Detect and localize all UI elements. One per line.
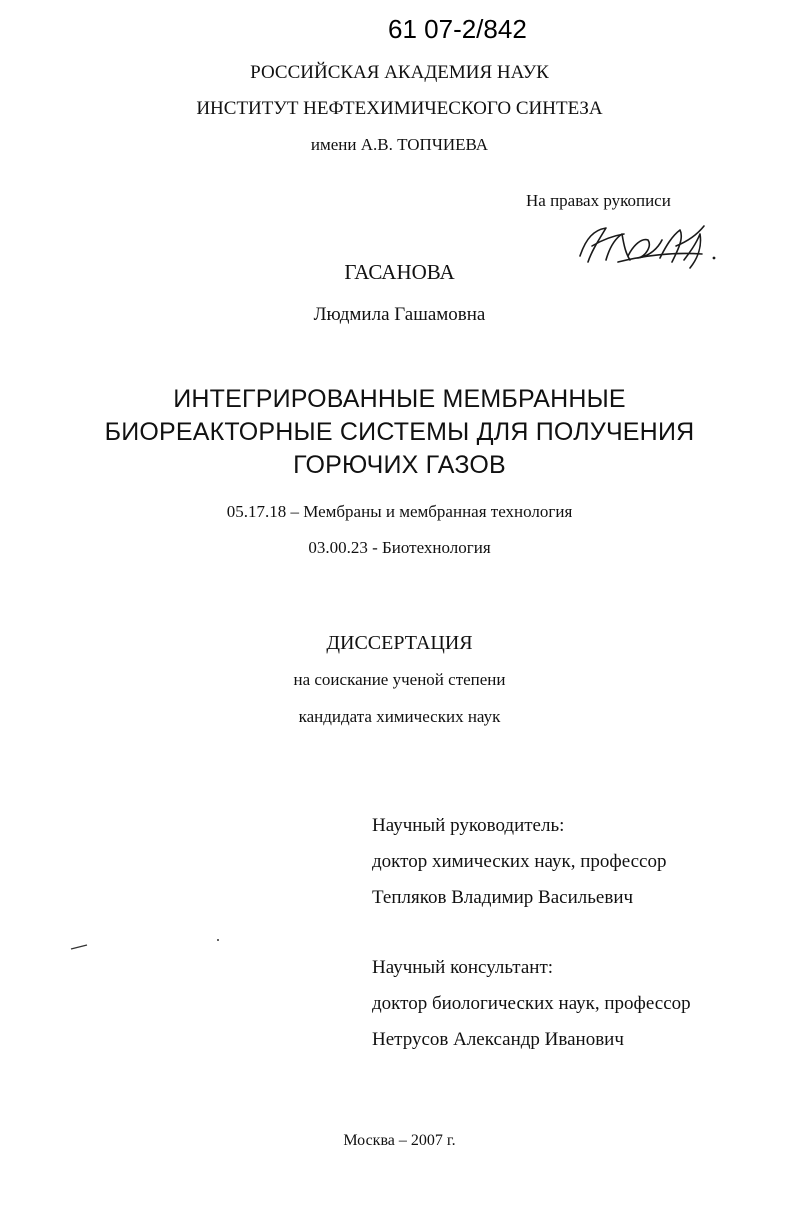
supervisor-role: Научный руководитель: <box>372 815 565 836</box>
title-line: ГОРЮЧИХ ГАЗОВ <box>293 451 506 479</box>
specialty-code: 03.00.23 - Биотехнология <box>308 538 491 557</box>
supervisor-degree: доктор химических наук, профессор <box>372 851 667 872</box>
institute-named-after: имени А.В. ТОПЧИЕВА <box>310 135 489 154</box>
place-year: Москва – 2007 г. <box>343 1132 456 1149</box>
title-line: ИНТЕГРИРОВАННЫЕ МЕМБРАННЫЕ <box>173 385 626 413</box>
archive-stamp-number: 61 07-2/842 <box>388 14 527 44</box>
degree-purpose: на соискание ученой степени <box>293 670 506 689</box>
title-line: БИОРЕАКТОРНЫЕ СИСТЕМЫ ДЛЯ ПОЛУЧЕНИЯ <box>104 418 695 446</box>
academy-name: РОССИЙСКАЯ АКАДЕМИЯ НАУК <box>250 62 549 83</box>
consultant-degree: доктор биологических наук, профессор <box>372 993 691 1014</box>
supervisor-block <box>372 808 666 916</box>
author-given-names: Людмила Гашамовна <box>313 304 486 325</box>
institute-name: ИНСТИТУТ НЕФТЕХИМИЧЕСКОГО СИНТЕЗА <box>196 98 603 119</box>
scan-mark-icon <box>70 942 90 952</box>
dissertation-title <box>0 383 799 482</box>
manuscript-rights: На правах рукописи <box>526 191 671 210</box>
supervisor-name: Тепляков Владимир Васильевич <box>372 887 634 908</box>
scan-dot-icon <box>216 938 222 944</box>
consultant-block <box>372 950 691 1058</box>
consultant-role: Научный консультант: <box>372 957 554 978</box>
degree-field: кандидата химических наук <box>298 707 501 726</box>
author-surname: ГАСАНОВА <box>344 260 455 284</box>
specialty-code: 05.17.18 – Мембраны и мембранная технология <box>226 502 573 521</box>
consultant-name: Нетрусов Александр Иванович <box>372 1029 624 1050</box>
dissertation-label: ДИССЕРТАЦИЯ <box>326 632 473 654</box>
